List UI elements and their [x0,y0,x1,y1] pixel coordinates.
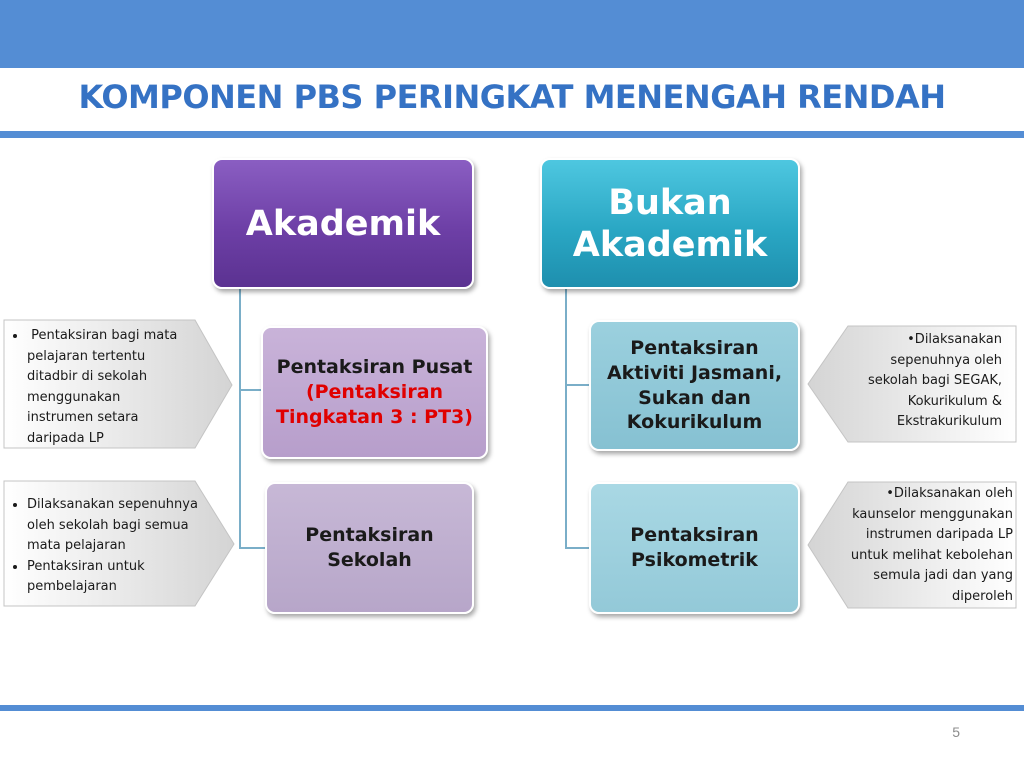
callout-pusat-line: menggunakan [27,389,121,405]
callout-psiko-line: instrumen daripada LP [865,527,1013,542]
bukan-akademik-connector [566,289,589,548]
callout-sekolah [0,479,238,610]
callout-psiko-line: untuk melihat kebolehan [850,547,1013,563]
aktiviti-line1: Pentaksiran [630,337,759,360]
callout-aktiviti-line: Ekstrakurikulum [896,414,1002,429]
callout-aktiviti-text [844,330,1002,433]
callout-sekolah-line: mata pelajaran [27,538,126,553]
callout-pusat-line: ditadbir di sekolah [27,369,148,384]
callout-aktiviti [804,324,1020,445]
callout-sekolah-item [27,557,212,598]
callout-psiko-line: semula jadi dan yang [873,568,1013,583]
pentaksiran-pusat-box [261,326,488,459]
callout-sekolah-line: oleh sekolah bagi semua [27,517,189,533]
callout-psiko-line: kaunselor menggunakan [852,506,1013,522]
akademik-label: Akademik [245,203,441,244]
callout-aktiviti-line: •Dilaksanakan [907,332,1002,347]
callout-sekolah-line: • Pentaksiran untuk [27,558,145,574]
footer-divider [0,705,1024,711]
callout-pusat-line: • Pentaksiran bagi mata [27,328,178,343]
bukan-akademik-label-line2: Akademik [572,224,768,265]
psiko-line2: Psikometrik [631,549,758,571]
callout-pusat-line: instrumen setara [27,410,139,425]
pentaksiran-aktiviti-box [589,320,800,451]
psiko-line1: Pentaksiran [630,524,759,547]
bukan-akademik-label-line1: Bukan [608,182,732,223]
page-number: 5 [952,724,960,740]
callout-aktiviti-line: sekolah bagi SEGAK, [867,373,1002,388]
callout-pusat-text [12,326,202,449]
callout-psiko-line: •Dilaksanakan oleh [886,486,1013,501]
pusat-highlight2: Tingkatan 3 : PT3) [276,405,473,428]
slide-title: KOMPONEN PBS PERINGKAT MENENGAH RENDAH [78,78,946,116]
callout-sekolah-line: pembelajaran [27,579,117,594]
callout-sekolah-line: • Dilaksanakan sepenuhnya [27,497,198,512]
callout-aktiviti-line: sepenuhnya oleh [890,352,1002,368]
bukan-akademik-box [540,158,800,289]
callout-pusat [0,318,236,452]
sekolah-line2: Sekolah [327,549,412,571]
callout-pusat-line: daripada LP [27,430,104,446]
aktiviti-line3: Sukan dan [638,386,751,409]
callout-psiko [805,480,1020,611]
aktiviti-line4: Kokurikulum [626,411,763,434]
pusat-line1: Pentaksiran Pusat [276,356,473,379]
pusat-highlight1: (Pentaksiran [305,381,444,404]
pentaksiran-sekolah-box [265,482,474,614]
callout-sekolah-item [27,495,212,557]
callout-pusat-item [27,326,202,449]
akademik-box [212,158,474,289]
callout-psiko-text [825,484,1013,607]
pentaksiran-psikometrik-box [589,482,800,614]
callout-sekolah-text [12,495,212,598]
callout-aktiviti-line: Kokurikulum & [907,393,1002,409]
callout-pusat-line: pelajaran tertentu [27,348,146,364]
sekolah-line1: Pentaksiran [305,524,434,547]
aktiviti-line2: Aktiviti Jasmani, [606,361,783,384]
callout-psiko-line: diperoleh [952,588,1013,604]
